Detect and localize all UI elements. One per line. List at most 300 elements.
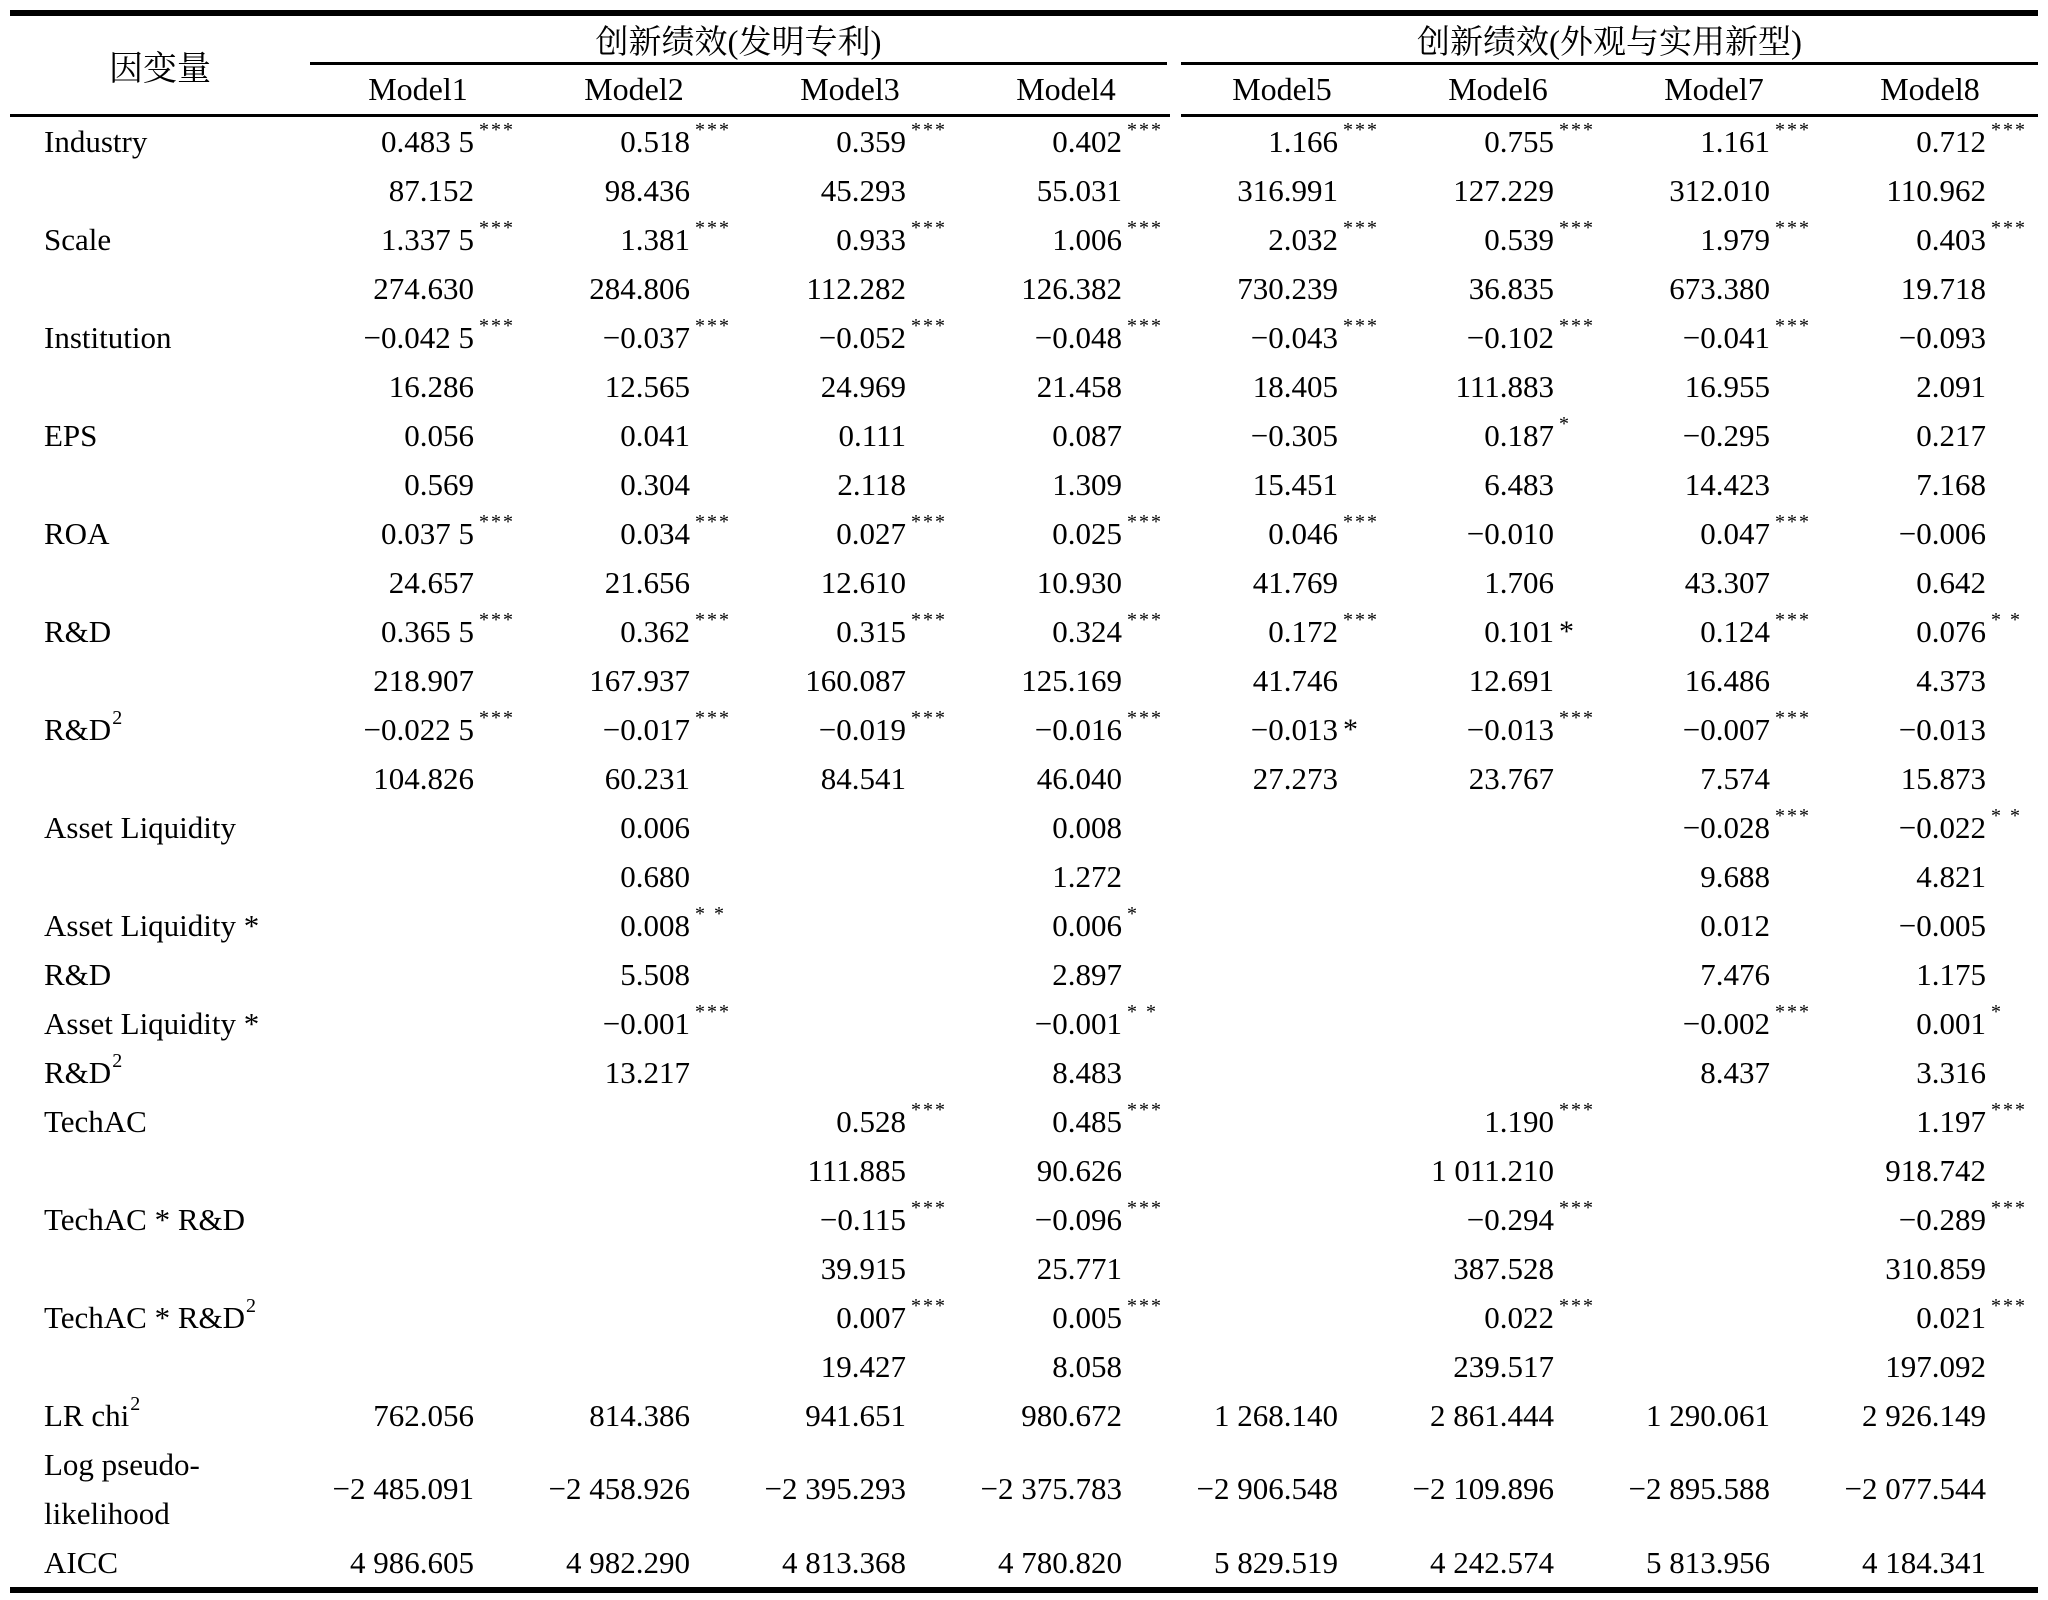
coefficient-line <box>1390 313 1606 362</box>
significance-stars: * <box>1343 712 1360 746</box>
data-cell <box>1174 705 1390 803</box>
cell-value: 10.930 <box>1036 564 1122 600</box>
cell-value: 0.041 <box>620 417 690 453</box>
coefficient-line <box>1390 411 1606 460</box>
cell-value: 2.118 <box>837 466 906 502</box>
t-statistic-line <box>958 558 1174 607</box>
data-cell <box>958 1195 1174 1293</box>
t-statistic-line <box>742 166 958 215</box>
coefficient-line <box>1606 607 1822 656</box>
cell-value: −0.093 <box>1898 319 1986 355</box>
coefficient-line <box>742 999 958 1048</box>
data-cell <box>1822 1391 2038 1440</box>
coefficient-line <box>1822 803 2038 852</box>
model-column-header: Model3 <box>800 71 900 107</box>
group-header-row <box>310 16 2038 65</box>
data-cell <box>310 215 526 313</box>
t-statistic-line <box>958 166 1174 215</box>
row-label-superscript: 2 <box>112 1050 123 1072</box>
cell-value: 110.962 <box>1886 172 1986 208</box>
significance-stars: *** <box>911 315 947 337</box>
data-cell <box>1390 411 1606 509</box>
data-cell <box>1390 705 1606 803</box>
cell-value: 0.539 <box>1484 221 1554 257</box>
cell-value: 1.309 <box>1052 466 1122 502</box>
t-statistic-line <box>1390 1146 1606 1195</box>
row-label-text: AICC <box>44 1544 119 1580</box>
group-header-design-utility <box>1181 16 2038 65</box>
table-header <box>10 16 2038 114</box>
significance-stars: *** <box>911 511 947 533</box>
data-cell <box>742 1293 958 1391</box>
row-label-text: TechAC * R&D <box>44 1299 246 1335</box>
cell-value: −0.096 <box>1034 1201 1122 1237</box>
coefficient-line <box>310 803 526 852</box>
coefficient-line <box>742 117 958 166</box>
data-cell <box>958 901 1174 999</box>
row-cells <box>310 803 2038 901</box>
cell-value: 55.031 <box>1036 172 1122 208</box>
row-label-text: Industry <box>44 123 148 159</box>
significance-stars: *** <box>1127 707 1163 729</box>
row-label <box>10 411 310 509</box>
t-statistic-line <box>310 950 526 999</box>
data-cell <box>1390 509 1606 607</box>
cell-value: 0.304 <box>620 466 690 502</box>
coefficient-line <box>742 1465 958 1514</box>
cell-value: 0.037 5 <box>381 515 474 551</box>
t-statistic-line <box>310 558 526 607</box>
cell-value: 0.005 <box>1052 1299 1122 1335</box>
cell-value: 127.229 <box>1453 172 1554 208</box>
data-cell <box>958 607 1174 705</box>
data-cell <box>1822 705 2038 803</box>
coefficient-line <box>310 1097 526 1146</box>
t-statistic-line <box>1606 1244 1822 1293</box>
t-statistic-line <box>1390 754 1606 803</box>
coefficient-line <box>1822 117 2038 166</box>
cell-value: 0.047 <box>1700 515 1770 551</box>
row-cells <box>310 1538 2038 1587</box>
data-cell <box>1822 1538 2038 1587</box>
cell-value: 0.712 <box>1916 123 1986 159</box>
coefficient-line <box>526 803 742 852</box>
cell-value: −0.294 <box>1466 1201 1554 1237</box>
coefficient-line <box>310 313 526 362</box>
cell-value: 0.025 <box>1052 515 1122 551</box>
data-cell <box>526 117 742 215</box>
significance-stars: *** <box>695 511 731 533</box>
model-column-header: Model7 <box>1664 71 1764 107</box>
coefficient-line <box>526 901 742 950</box>
cell-value: 0.076 <box>1916 613 1986 649</box>
cell-value: 43.307 <box>1684 564 1770 600</box>
coefficient-line <box>1390 607 1606 656</box>
cell-value: 12.691 <box>1468 662 1554 698</box>
data-cell <box>958 117 1174 215</box>
data-cell <box>742 999 958 1097</box>
data-cell <box>1606 803 1822 901</box>
cell-value: −0.043 <box>1250 319 1338 355</box>
cell-value: 980.672 <box>1021 1397 1122 1433</box>
significance-stars: *** <box>479 511 515 533</box>
significance-stars: *** <box>1775 511 1811 533</box>
cell-value: 14.423 <box>1684 466 1770 502</box>
data-cell <box>742 1538 958 1587</box>
table-row <box>10 313 2038 411</box>
data-cell <box>958 999 1174 1097</box>
t-statistic-line <box>1390 950 1606 999</box>
cell-value: 316.991 <box>1237 172 1338 208</box>
t-statistic-line <box>742 1342 958 1391</box>
cell-value: 87.152 <box>388 172 474 208</box>
row-label <box>10 803 310 901</box>
coefficient-line <box>526 1097 742 1146</box>
t-statistic-line <box>526 656 742 705</box>
cell-value: 1.381 <box>620 221 690 257</box>
coefficient-line <box>742 705 958 754</box>
t-statistic-line <box>1822 950 2038 999</box>
cell-value: 19.718 <box>1900 270 1986 306</box>
significance-stars: *** <box>1775 217 1811 239</box>
t-statistic-line <box>310 1342 526 1391</box>
t-statistic-line <box>1390 656 1606 705</box>
cell-value: 0.315 <box>836 613 906 649</box>
cell-value: −0.115 <box>819 1201 906 1237</box>
cell-value: 0.187 <box>1484 417 1554 453</box>
t-statistic-line <box>1822 852 2038 901</box>
cell-value: −2 109.896 <box>1412 1471 1554 1506</box>
cell-value: 0.006 <box>620 809 690 845</box>
significance-stars: *** <box>1343 217 1379 239</box>
cell-value: 2 861.444 <box>1430 1397 1554 1433</box>
row-label <box>10 1097 310 1195</box>
coefficient-line <box>1174 117 1390 166</box>
cell-value: 2.032 <box>1268 221 1338 257</box>
cell-value: −0.005 <box>1898 907 1986 943</box>
t-statistic-line <box>742 558 958 607</box>
significance-stars: *** <box>911 609 947 631</box>
row-label-superscript: 2 <box>112 707 123 729</box>
coefficient-line <box>526 215 742 264</box>
cell-value: 0.022 <box>1484 1299 1554 1335</box>
significance-stars: *** <box>1343 119 1379 141</box>
cell-value: 15.873 <box>1900 760 1986 796</box>
data-cell <box>742 901 958 999</box>
group-header-invention-patent <box>310 16 1167 65</box>
data-cell <box>310 1391 526 1440</box>
cell-value: −0.019 <box>818 711 906 747</box>
cell-value: 160.087 <box>805 662 906 698</box>
table-row <box>10 509 2038 607</box>
t-statistic-line <box>958 460 1174 509</box>
t-statistic-line <box>1174 460 1390 509</box>
row-label-text: R&D <box>44 1054 112 1090</box>
data-cell <box>526 1097 742 1195</box>
table-row <box>10 901 2038 999</box>
row-label-line <box>44 509 310 558</box>
coefficient-line <box>1606 313 1822 362</box>
significance-stars: *** <box>911 1099 947 1121</box>
coefficient-line <box>526 1195 742 1244</box>
cell-value: 0.006 <box>1052 907 1122 943</box>
row-cells <box>310 313 2038 411</box>
coefficient-line <box>742 411 958 460</box>
coefficient-line <box>1174 1538 1390 1587</box>
cell-value: 21.656 <box>604 564 690 600</box>
coefficient-line <box>526 705 742 754</box>
coefficient-line <box>1822 313 2038 362</box>
t-statistic-line <box>310 656 526 705</box>
data-cell <box>526 1391 742 1440</box>
model-column-header: Model1 <box>368 71 468 107</box>
cell-value: −0.052 <box>818 319 906 355</box>
coefficient-line <box>958 1538 1174 1587</box>
t-statistic-line <box>958 950 1174 999</box>
significance-stars: *** <box>1775 707 1811 729</box>
significance-stars: *** <box>1559 315 1595 337</box>
t-statistic-line <box>1174 852 1390 901</box>
significance-stars: *** <box>695 609 731 631</box>
data-cell <box>1174 803 1390 901</box>
cell-value: 60.231 <box>604 760 690 796</box>
data-cell <box>958 1538 1174 1587</box>
cell-value: −0.010 <box>1466 515 1554 551</box>
cell-value: 1 290.061 <box>1646 1397 1770 1433</box>
significance-stars: *** <box>695 1001 731 1023</box>
significance-stars: *** <box>1559 1295 1595 1317</box>
cell-value: −0.001 <box>1034 1005 1122 1041</box>
t-statistic-line <box>1606 1146 1822 1195</box>
data-cell <box>526 803 742 901</box>
cell-value: −0.013 <box>1466 711 1554 747</box>
row-label-line <box>44 705 310 754</box>
coefficient-line <box>1822 901 2038 950</box>
cell-value: 0.485 <box>1052 1103 1122 1139</box>
coefficient-line <box>1606 1195 1822 1244</box>
coefficient-line <box>1822 215 2038 264</box>
cell-value: 0.124 <box>1700 613 1770 649</box>
row-cells <box>310 999 2038 1097</box>
row-label-text: likelihood <box>44 1495 170 1531</box>
cell-value: −0.006 <box>1898 515 1986 551</box>
row-cells <box>310 607 2038 705</box>
coefficient-line <box>1174 803 1390 852</box>
data-cell <box>1606 509 1822 607</box>
t-statistic-line <box>1174 656 1390 705</box>
data-cell <box>1606 607 1822 705</box>
row-label-text: Asset Liquidity * <box>44 907 260 943</box>
data-cell <box>310 1195 526 1293</box>
significance-stars: *** <box>1127 1099 1163 1121</box>
t-statistic-line <box>310 166 526 215</box>
significance-stars: *** <box>1991 1295 2027 1317</box>
t-statistic-line <box>1822 460 2038 509</box>
coefficient-line <box>1822 1195 2038 1244</box>
cell-value: 7.168 <box>1916 466 1986 502</box>
t-statistic-line <box>1606 166 1822 215</box>
cell-value: 1.979 <box>1700 221 1770 257</box>
coefficient-line <box>1390 509 1606 558</box>
coefficient-line <box>310 117 526 166</box>
coefficient-line <box>742 803 958 852</box>
row-label-line <box>44 999 310 1048</box>
t-statistic-line <box>526 852 742 901</box>
row-label-line <box>44 607 310 656</box>
cell-value: 7.574 <box>1700 760 1770 796</box>
cell-value: 0.111 <box>838 417 906 453</box>
row-label-text: LR chi <box>44 1397 130 1433</box>
row-label-line <box>44 117 310 166</box>
coefficient-line <box>1822 1097 2038 1146</box>
cell-value: 0.056 <box>404 417 474 453</box>
row-label-text: TechAC <box>44 1103 147 1139</box>
data-cell <box>1390 313 1606 411</box>
cell-value: 111.885 <box>807 1152 906 1188</box>
t-statistic-line <box>526 558 742 607</box>
row-label-line <box>44 1538 310 1587</box>
coefficient-line <box>958 509 1174 558</box>
cell-value: 5.508 <box>620 956 690 992</box>
cell-value: 12.565 <box>604 368 690 404</box>
t-statistic-line <box>526 264 742 313</box>
significance-stars: *** <box>1559 217 1595 239</box>
t-statistic-line <box>1390 1244 1606 1293</box>
data-cell <box>1822 901 2038 999</box>
coefficient-line <box>1390 1538 1606 1587</box>
cell-value: 0.755 <box>1484 123 1554 159</box>
significance-stars: *** <box>1127 315 1163 337</box>
row-cells <box>310 509 2038 607</box>
significance-stars: *** <box>479 119 515 141</box>
cell-value: 0.101 <box>1484 613 1554 649</box>
t-statistic-line <box>1606 558 1822 607</box>
coefficient-line <box>1390 1465 1606 1514</box>
cell-value: 125.169 <box>1021 662 1122 698</box>
data-cell <box>1606 117 1822 215</box>
significance-stars: *** <box>1343 511 1379 533</box>
significance-stars: *** <box>1559 1099 1595 1121</box>
significance-stars: *** <box>911 1295 947 1317</box>
coefficient-line <box>1390 705 1606 754</box>
data-cell <box>1606 1538 1822 1587</box>
data-cell <box>1390 1391 1606 1440</box>
t-statistic-line <box>310 1048 526 1097</box>
data-cell <box>1174 509 1390 607</box>
t-statistic-line <box>742 264 958 313</box>
coefficient-line <box>1174 1465 1390 1514</box>
data-cell <box>526 705 742 803</box>
significance-stars: *** <box>1343 609 1379 631</box>
coefficient-line <box>742 1391 958 1440</box>
coefficient-line <box>958 117 1174 166</box>
cell-value: 0.483 5 <box>381 123 474 159</box>
significance-stars: *** <box>1775 805 1811 827</box>
cell-value: 4.373 <box>1916 662 1986 698</box>
coefficient-line <box>310 215 526 264</box>
data-cell <box>1174 1440 1390 1538</box>
data-cell <box>310 803 526 901</box>
coefficient-line <box>526 117 742 166</box>
cell-value: 918.742 <box>1885 1152 1986 1188</box>
row-label <box>10 117 310 215</box>
cell-value: 12.610 <box>820 564 906 600</box>
cell-value: 112.282 <box>806 270 906 306</box>
cell-value: 0.001 <box>1916 1005 1986 1041</box>
significance-stars: *** <box>1775 119 1811 141</box>
t-statistic-line <box>1606 950 1822 999</box>
cell-value: 310.859 <box>1885 1250 1986 1286</box>
cell-value: −0.037 <box>602 319 690 355</box>
cell-value: 24.657 <box>388 564 474 600</box>
cell-value: 9.688 <box>1700 858 1770 894</box>
significance-stars: *** <box>1775 1001 1811 1023</box>
coefficient-line <box>1606 117 1822 166</box>
t-statistic-line <box>1174 362 1390 411</box>
t-statistic-line <box>526 754 742 803</box>
cell-value: 5 813.956 <box>1646 1544 1770 1580</box>
cell-value: 387.528 <box>1453 1250 1554 1286</box>
cell-value: 0.642 <box>1916 564 1986 600</box>
coefficient-line <box>1606 1538 1822 1587</box>
data-cell <box>742 1195 958 1293</box>
cell-value: 274.630 <box>373 270 474 306</box>
coefficient-line <box>958 705 1174 754</box>
data-cell <box>1822 1195 2038 1293</box>
coefficient-line <box>742 1195 958 1244</box>
cell-value: −0.305 <box>1250 417 1338 453</box>
significance-stars: *** <box>1127 119 1163 141</box>
data-cell <box>526 901 742 999</box>
row-cells <box>310 1195 2038 1293</box>
cell-value: 0.008 <box>1052 809 1122 845</box>
coefficient-line <box>958 999 1174 1048</box>
data-cell <box>1606 999 1822 1097</box>
t-statistic-line <box>742 1146 958 1195</box>
significance-stars: * * <box>1991 609 2022 631</box>
row-label-text: R&D <box>44 956 112 992</box>
cell-value: −2 077.544 <box>1844 1471 1986 1506</box>
coefficient-line <box>526 607 742 656</box>
significance-stars: *** <box>1559 1197 1595 1219</box>
data-cell <box>1606 1391 1822 1440</box>
t-statistic-line <box>1822 264 2038 313</box>
cell-value: 24.969 <box>820 368 906 404</box>
cell-value: 284.806 <box>589 270 690 306</box>
t-statistic-line <box>526 1146 742 1195</box>
t-statistic-line <box>742 460 958 509</box>
data-cell <box>958 313 1174 411</box>
cell-value: 673.380 <box>1669 270 1770 306</box>
data-cell <box>742 1097 958 1195</box>
coefficient-line <box>958 607 1174 656</box>
data-cell <box>1606 1097 1822 1195</box>
t-statistic-line <box>958 362 1174 411</box>
row-label <box>10 607 310 705</box>
cell-value: 0.518 <box>620 123 690 159</box>
cell-value: 8.483 <box>1052 1054 1122 1090</box>
data-cell <box>526 1538 742 1587</box>
coefficient-line <box>310 1538 526 1587</box>
significance-stars: *** <box>1127 609 1163 631</box>
t-statistic-line <box>1390 460 1606 509</box>
t-statistic-line <box>310 362 526 411</box>
t-statistic-line <box>742 1048 958 1097</box>
group-gap <box>1167 16 1181 65</box>
cell-value: −0.102 <box>1466 319 1554 355</box>
data-cell <box>742 411 958 509</box>
cell-value: 0.359 <box>836 123 906 159</box>
